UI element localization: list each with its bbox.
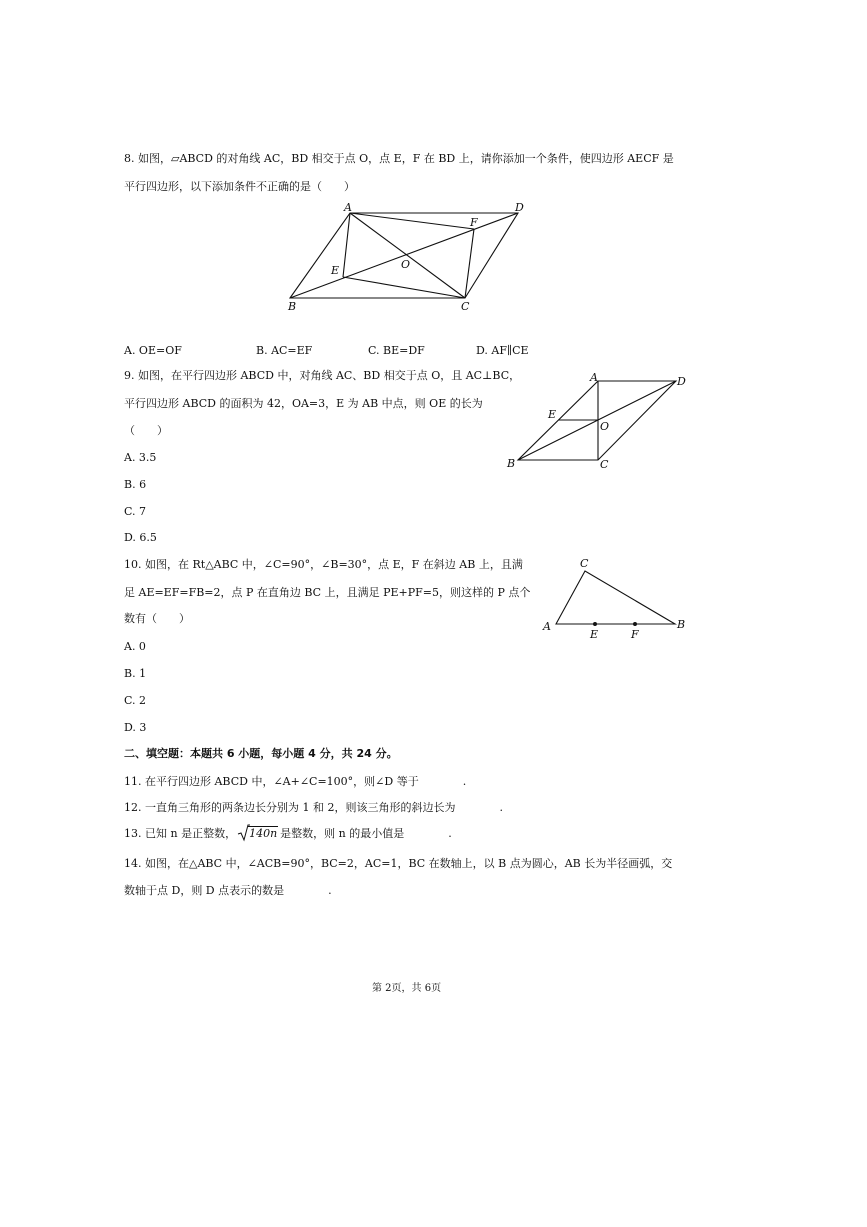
page-footer: 第 2页，共 6页 <box>372 983 442 994</box>
q8-option-a: A. OE=OF <box>124 344 182 357</box>
q10-option-c: C. 2 <box>124 694 147 707</box>
q10-stem-line1: 10. 如图，在 Rt△ABC 中，∠C=90°，∠B=30°，点 E，F 在斜边 AB 上，且满 <box>124 558 523 571</box>
q10-label-b: B <box>677 618 686 631</box>
q13-prefix: 13. 已知 n 是正整数， <box>124 827 237 840</box>
section2-heading: 二、填空题：本题共 6 小题，每小题 4 分，共 24 分。 <box>124 747 398 760</box>
q10-point-e <box>593 622 597 626</box>
q10-label-c: C <box>580 557 589 570</box>
q9-option-a: A. 3.5 <box>124 451 157 464</box>
q11-text: 11. 在平行四边形 ABCD 中，∠A+∠C=100°，则∠D 等于 . <box>124 775 467 788</box>
q8-label-d: D <box>515 201 524 214</box>
q9-label-c: C <box>600 458 609 471</box>
q10-option-d: D. 3 <box>124 721 147 734</box>
q9-stem-line1: 9. 如图，在平行四边形 ABCD 中，对角线 AC、BD 相交于点 O，且 AC⊥BC， <box>124 369 521 382</box>
q9-label-a: A <box>590 371 598 384</box>
q10-stem-line2: 足 AE=EF=FB=2，点 P 在直角边 BC 上，且满足 PE+PF=5，则这样的 P 点个 <box>124 586 531 599</box>
q8-stem-line2: 平行四边形，以下添加条件不正确的是（ ） <box>124 180 355 193</box>
q8-label-b: B <box>288 300 297 313</box>
q10-label-a: A <box>543 620 551 633</box>
q8-label-e: E <box>331 264 340 277</box>
q10-option-a: A. 0 <box>124 640 146 653</box>
q9-option-d: D. 6.5 <box>124 531 157 544</box>
q8-option-d: D. AF∥CE <box>476 344 529 357</box>
q13-sqrt <box>238 827 278 841</box>
q8-label-a: A <box>344 201 352 214</box>
q9-stem-line3: （ ） <box>124 424 168 437</box>
q10-option-b: B. 1 <box>124 667 147 680</box>
q10-label-e: E <box>590 628 599 641</box>
q13-radicand: 140n <box>249 827 278 840</box>
q8-label-o: O <box>401 258 411 271</box>
q9-option-b: B. 6 <box>124 478 147 491</box>
q9-option-c: C. 7 <box>124 505 147 518</box>
q9-label-e: E <box>548 408 557 421</box>
q8-stem-line1: 8. 如图，▱ABCD 的对角线 AC，BD 相交于点 O，点 E，F 在 BD 上，请你添加一个条件，使四边形 AECF 是 <box>124 152 674 165</box>
q9-label-o: O <box>600 420 610 433</box>
q14-stem-line1: 14. 如图，在△ABC 中，∠ACB=90°，BC=2，AC=1，BC 在数轴上，以 B 点为圆心，AB 长为半径画弧，交 <box>124 857 673 870</box>
q9-label-d: D <box>677 375 686 388</box>
q9-label-b: B <box>507 457 516 470</box>
q10-point-f <box>633 622 637 626</box>
q10-stem-line3: 数有（ ） <box>124 612 190 625</box>
q8-label-f: F <box>470 216 478 229</box>
q14-stem-line2: 数轴于点 D，则 D 点表示的数是 . <box>124 884 332 897</box>
q10-label-f: F <box>631 628 639 641</box>
q9-stem-line2: 平行四边形 ABCD 的面积为 42，OA=3，E 为 AB 中点，则 OE 的长为 <box>124 397 483 410</box>
q13-line <box>124 827 452 841</box>
q12-text: 12. 一直角三角形的两条边长分别为 1 和 2，则该三角形的斜边长为 . <box>124 801 503 814</box>
q8-option-b: B. AC=EF <box>256 344 313 357</box>
q8-label-c: C <box>461 300 470 313</box>
q8-option-c: C. BE=DF <box>368 344 425 357</box>
radical-sign-icon <box>238 825 250 841</box>
q13-suffix: 是整数，则 n 的最小值是 . <box>280 827 452 840</box>
